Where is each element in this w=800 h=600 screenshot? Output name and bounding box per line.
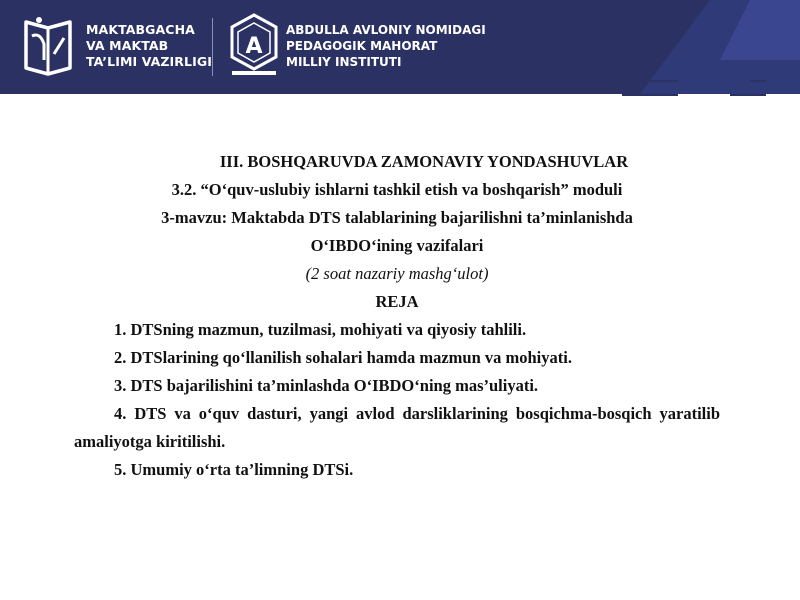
decor-line <box>730 94 766 96</box>
plan-item: 3. DTS bajarilishini ta’minlashda O‘IBDO‘ning mas’uliyati. <box>114 376 539 395</box>
decor-line <box>614 80 678 82</box>
ministry-name-line: MAKTABGACHA <box>86 22 195 37</box>
header-banner <box>0 0 800 94</box>
plan-item: 4. DTS va o‘quv dasturi, yangi avlod darsliklarining bosqichma-bosqich yaratilib amaliyotga kiritilishi. <box>74 404 720 451</box>
slide-content <box>74 148 720 484</box>
plan-item: 2. DTSlarining qo‘llanilish sohalari hamda mazmun va mohiyati. <box>114 348 572 367</box>
decor-line <box>622 94 678 96</box>
institute-name-line: MILLIY INSTITUTI <box>286 55 402 69</box>
institute-name-line: PEDAGOGIK MAHORAT <box>286 39 438 53</box>
topic-heading: 3-mavzu: Maktabda DTS talablarining bajarilishni ta’minlanishda <box>161 208 633 227</box>
module-heading: 3.2. “O‘quv-uslubiy ishlarni tashkil etish va boshqarish” moduli <box>171 180 623 199</box>
institute-logo-icon <box>228 13 280 77</box>
hours-subtitle: (2 soat nazariy mashg‘ulot) <box>305 264 489 283</box>
plan-item: 1. DTSning mazmun, tuzilmasi, mohiyati va qiyosiy tahlili. <box>114 320 527 339</box>
institute-logo-letter: A <box>245 34 263 59</box>
institute-name-line: ABDULLA AVLONIY NOMIDAGI <box>286 23 486 37</box>
plan-item: 5. Umumiy o‘rta ta’limning DTSi. <box>114 460 354 479</box>
ministry-name-line: VA MAKTAB <box>86 38 169 53</box>
section-heading: III. BOSHQARUVDA ZAMONAVIY YONDASHUVLAR <box>219 152 629 171</box>
ministry-name-line: TA’LIMI VAZIRLIGI <box>86 54 212 69</box>
ministry-logo-icon <box>22 14 74 76</box>
decor-line <box>750 80 766 82</box>
plan-title: REJA <box>375 292 419 311</box>
institute-name <box>286 22 486 70</box>
ministry-name <box>86 22 212 70</box>
topic-heading-cont: O‘IBDO‘ining vazifalari <box>310 236 484 255</box>
header-divider <box>212 18 213 76</box>
